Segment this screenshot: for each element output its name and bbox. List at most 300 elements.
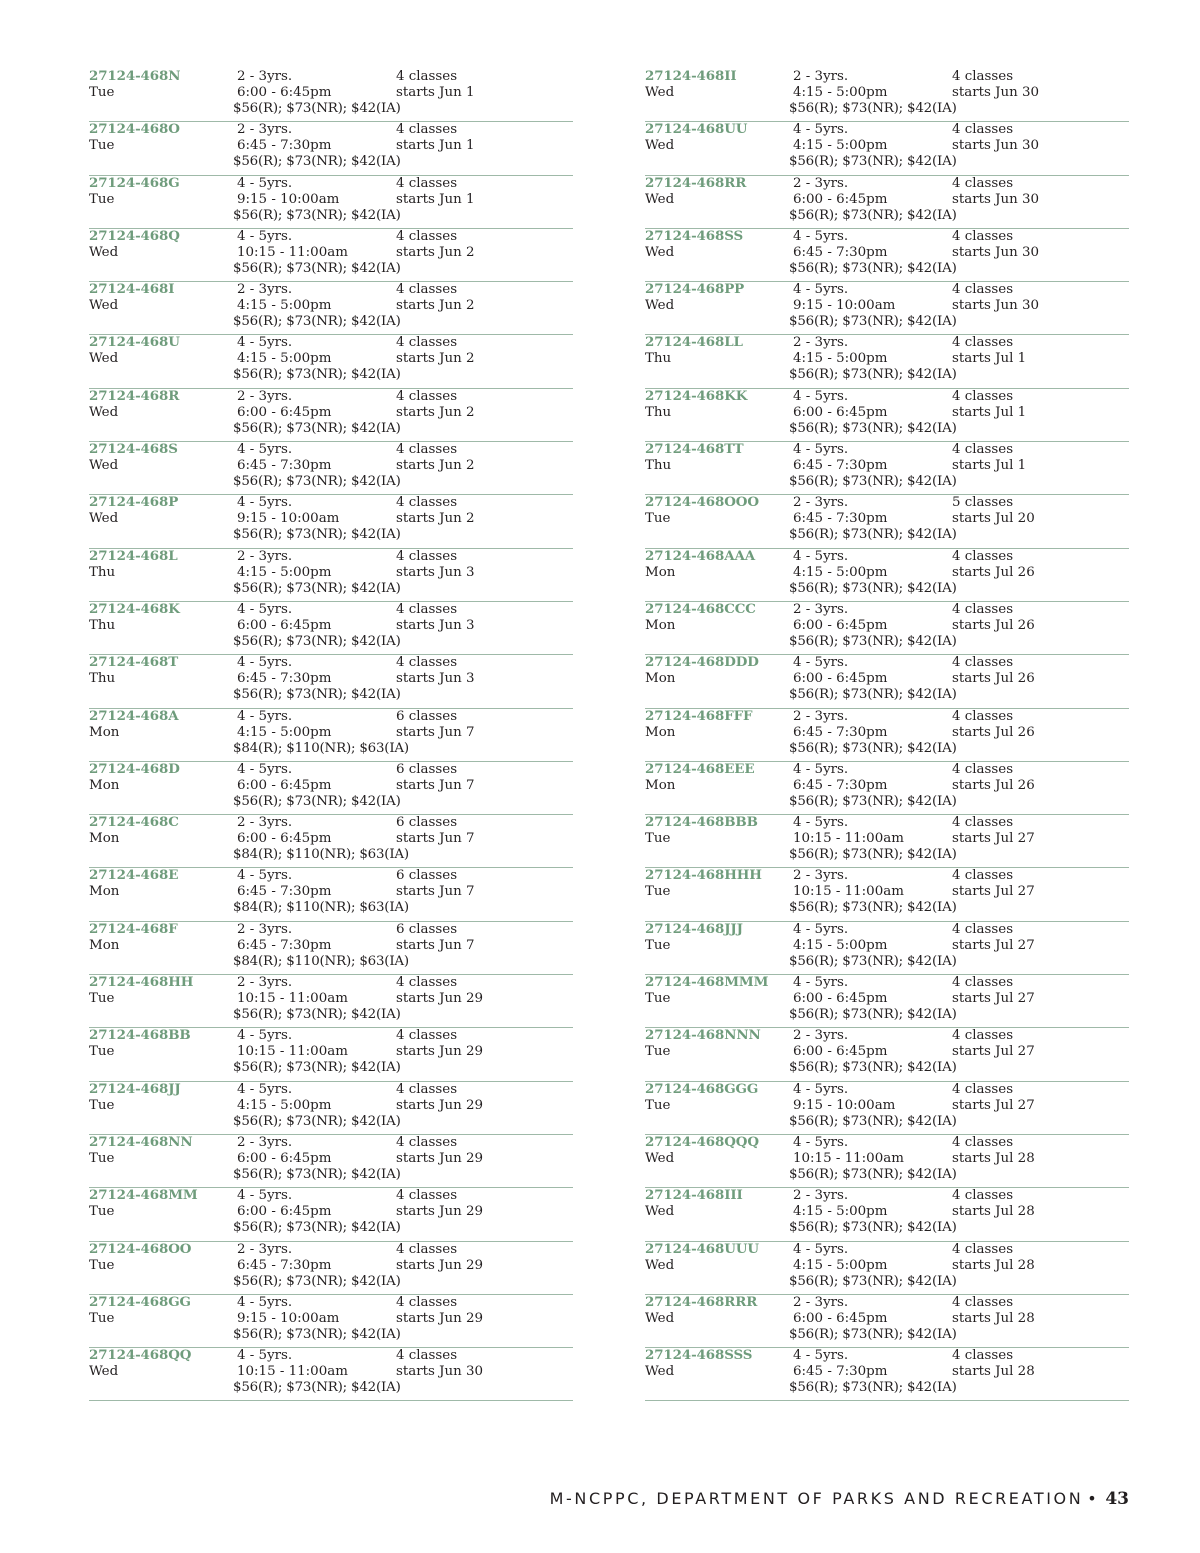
class-code: 27124-468P — [89, 494, 179, 511]
class-code: 27124-468SS — [645, 227, 744, 244]
start-date: starts Jul 1 — [952, 404, 1027, 420]
class-count: 4 classes — [952, 69, 1014, 84]
class-fee: $56(R); $73(NR); $42(IA) — [789, 1220, 957, 1236]
class-code: 27124-468PP — [645, 281, 745, 298]
class-day: Wed — [89, 511, 119, 527]
class-listing — [89, 122, 573, 175]
class-day: Mon — [89, 777, 120, 793]
class-day: Thu — [645, 404, 672, 420]
class-code: 27124-468T — [89, 654, 179, 671]
class-listing — [89, 815, 573, 868]
class-listing — [645, 762, 1129, 815]
class-count: 4 classes — [952, 335, 1014, 351]
class-listing — [645, 815, 1129, 868]
class-fee: $56(R); $73(NR); $42(IA) — [233, 687, 401, 703]
start-date: starts Jul 28 — [952, 1364, 1035, 1380]
class-listing — [89, 709, 573, 762]
class-time: 6:45 - 7:30pm — [793, 1364, 888, 1380]
class-day: Tue — [89, 1044, 115, 1060]
start-date: starts Jun 2 — [396, 511, 475, 527]
class-fee: $56(R); $73(NR); $42(IA) — [233, 101, 401, 116]
class-time: 6:45 - 7:30pm — [237, 937, 332, 953]
class-day: Wed — [89, 298, 119, 314]
class-day: Wed — [645, 298, 675, 314]
start-date: starts Jun 30 — [952, 85, 1040, 100]
class-count: 4 classes — [396, 1241, 458, 1257]
class-fee: $84(R); $110(NR); $63(IA) — [233, 900, 409, 916]
class-count: 5 classes — [952, 495, 1014, 511]
class-count: 4 classes — [952, 1028, 1014, 1044]
class-code: 27124-468OOO — [645, 494, 759, 511]
class-count: 4 classes — [396, 1294, 458, 1310]
class-day: Wed — [645, 1364, 675, 1380]
left-column — [89, 69, 573, 1401]
class-fee: $56(R); $73(NR); $42(IA) — [233, 633, 401, 649]
age-range: 4 - 5yrs. — [237, 761, 293, 777]
class-time: 6:45 - 7:30pm — [237, 138, 332, 154]
age-range: 2 - 3yrs. — [793, 495, 849, 511]
class-code: 27124-468NN — [89, 1133, 193, 1150]
class-fee: $56(R); $73(NR); $42(IA) — [233, 1220, 401, 1236]
class-fee: $56(R); $73(NR); $42(IA) — [789, 154, 957, 170]
start-date: starts Jul 27 — [952, 884, 1035, 900]
class-day: Tue — [645, 1044, 671, 1060]
class-listing — [645, 868, 1129, 921]
class-time: 9:15 - 10:00am — [237, 511, 340, 527]
class-fee: $56(R); $73(NR); $42(IA) — [789, 1007, 957, 1023]
class-fee: $56(R); $73(NR); $42(IA) — [233, 1166, 401, 1182]
class-day: Mon — [645, 671, 676, 687]
class-code: 27124-468EEE — [645, 760, 755, 777]
start-date: starts Jun 29 — [396, 1150, 484, 1166]
age-range: 4 - 5yrs. — [793, 122, 849, 138]
class-day: Mon — [645, 724, 676, 740]
class-fee: $56(R); $73(NR); $42(IA) — [789, 1113, 957, 1129]
age-range: 4 - 5yrs. — [793, 761, 849, 777]
class-time: 6:45 - 7:30pm — [793, 511, 888, 527]
class-code: 27124-468SSS — [645, 1347, 753, 1364]
start-date: starts Jul 26 — [952, 564, 1035, 580]
age-range: 2 - 3yrs. — [237, 122, 293, 138]
class-count: 4 classes — [952, 1134, 1014, 1150]
class-fee: $56(R); $73(NR); $42(IA) — [233, 207, 401, 223]
start-date: starts Jul 26 — [952, 777, 1035, 793]
class-time: 6:00 - 6:45pm — [237, 1204, 332, 1220]
class-code: 27124-468MMM — [645, 974, 769, 991]
class-time: 4:15 - 5:00pm — [237, 724, 332, 740]
class-day: Tue — [89, 1097, 115, 1113]
start-date: starts Jul 26 — [952, 617, 1035, 633]
class-time: 4:15 - 5:00pm — [237, 298, 332, 314]
class-time: 6:45 - 7:30pm — [793, 777, 888, 793]
class-time: 6:00 - 6:45pm — [793, 191, 888, 207]
class-count: 4 classes — [396, 1028, 458, 1044]
class-fee: $56(R); $73(NR); $42(IA) — [789, 420, 957, 436]
class-listing — [89, 495, 573, 548]
class-listing — [645, 495, 1129, 548]
class-code: 27124-468RR — [645, 174, 747, 191]
class-listing — [89, 176, 573, 229]
class-count: 6 classes — [396, 921, 458, 937]
age-range: 2 - 3yrs. — [793, 1188, 849, 1204]
class-count: 4 classes — [952, 228, 1014, 244]
class-listing — [645, 1082, 1129, 1135]
class-fee: $56(R); $73(NR); $42(IA) — [233, 314, 401, 330]
class-fee: $56(R); $73(NR); $42(IA) — [789, 367, 957, 383]
class-fee: $56(R); $73(NR); $42(IA) — [233, 1007, 401, 1023]
age-range: 4 - 5yrs. — [237, 1081, 293, 1097]
class-count: 4 classes — [952, 1348, 1014, 1364]
class-code: 27124-468UU — [645, 121, 748, 138]
class-listing — [645, 282, 1129, 335]
class-count: 4 classes — [952, 282, 1014, 298]
class-fee: $56(R); $73(NR); $42(IA) — [789, 633, 957, 649]
class-fee: $56(R); $73(NR); $42(IA) — [789, 101, 957, 116]
class-code: 27124-468E — [89, 867, 179, 884]
class-day: Wed — [89, 404, 119, 420]
class-code: 27124-468JJJ — [645, 920, 743, 937]
class-code: 27124-468LL — [645, 334, 743, 351]
class-day: Thu — [645, 458, 672, 474]
class-time: 6:45 - 7:30pm — [237, 1257, 332, 1273]
class-count: 6 classes — [396, 761, 458, 777]
class-listing — [645, 549, 1129, 602]
class-time: 4:15 - 5:00pm — [793, 1257, 888, 1273]
class-time: 6:00 - 6:45pm — [793, 1310, 888, 1326]
age-range: 4 - 5yrs. — [237, 1348, 293, 1364]
class-day: Wed — [89, 351, 119, 367]
class-listing — [645, 1188, 1129, 1241]
class-code: 27124-468C — [89, 814, 179, 831]
class-fee: $56(R); $73(NR); $42(IA) — [233, 1060, 401, 1076]
age-range: 4 - 5yrs. — [793, 1081, 849, 1097]
class-time: 9:15 - 10:00am — [237, 191, 340, 207]
footer-publisher: M-NCPPC, DEPARTMENT OF PARKS AND RECREATION — [549, 1489, 1084, 1508]
class-code: 27124-468F — [89, 920, 178, 937]
class-time: 6:00 - 6:45pm — [237, 831, 332, 847]
start-date: starts Jun 29 — [396, 1257, 484, 1273]
class-count: 4 classes — [396, 69, 458, 84]
class-time: 6:00 - 6:45pm — [237, 617, 332, 633]
class-time: 4:15 - 5:00pm — [793, 937, 888, 953]
start-date: starts Jul 28 — [952, 1310, 1035, 1326]
start-date: starts Jun 3 — [396, 564, 475, 580]
class-listing — [89, 1242, 573, 1295]
class-day: Wed — [645, 1310, 675, 1326]
class-fee: $56(R); $73(NR); $42(IA) — [233, 154, 401, 170]
start-date: starts Jun 2 — [396, 458, 475, 474]
class-day: Tue — [89, 1257, 115, 1273]
class-fee: $56(R); $73(NR); $42(IA) — [789, 687, 957, 703]
class-day: Wed — [645, 1257, 675, 1273]
class-code: 27124-468K — [89, 600, 180, 617]
class-day: Thu — [89, 564, 116, 580]
start-date: starts Jun 2 — [396, 404, 475, 420]
class-listing — [645, 442, 1129, 495]
start-date: starts Jun 29 — [396, 1097, 484, 1113]
class-day: Thu — [645, 351, 672, 367]
footer-separator: • — [1087, 1489, 1100, 1508]
class-count: 6 classes — [396, 868, 458, 884]
age-range: 4 - 5yrs. — [793, 815, 849, 831]
class-count: 4 classes — [952, 761, 1014, 777]
class-code: 27124-468QQQ — [645, 1133, 759, 1150]
start-date: starts Jun 30 — [396, 1364, 484, 1380]
class-count: 4 classes — [952, 1188, 1014, 1204]
class-count: 4 classes — [952, 122, 1014, 138]
age-range: 2 - 3yrs. — [793, 335, 849, 351]
class-day: Wed — [645, 138, 675, 154]
start-date: starts Jul 1 — [952, 351, 1027, 367]
class-code: 27124-468RRR — [645, 1293, 758, 1310]
class-listing — [645, 709, 1129, 762]
start-date: starts Jun 3 — [396, 671, 475, 687]
start-date: starts Jul 26 — [952, 724, 1035, 740]
class-listing — [89, 1295, 573, 1348]
age-range: 4 - 5yrs. — [793, 1241, 849, 1257]
start-date: starts Jun 2 — [396, 351, 475, 367]
class-count: 4 classes — [396, 1348, 458, 1364]
class-day: Tue — [645, 937, 671, 953]
start-date: starts Jul 20 — [952, 511, 1035, 527]
age-range: 2 - 3yrs. — [237, 388, 293, 404]
age-range: 4 - 5yrs. — [237, 1188, 293, 1204]
age-range: 4 - 5yrs. — [237, 655, 293, 671]
class-time: 4:15 - 5:00pm — [793, 85, 888, 100]
class-day: Mon — [89, 724, 120, 740]
class-fee: $56(R); $73(NR); $42(IA) — [233, 474, 401, 490]
age-range: 2 - 3yrs. — [237, 975, 293, 991]
class-listing — [645, 176, 1129, 229]
class-day: Tue — [89, 991, 115, 1007]
class-time: 4:15 - 5:00pm — [793, 138, 888, 154]
age-range: 4 - 5yrs. — [237, 175, 293, 191]
age-range: 2 - 3yrs. — [237, 1134, 293, 1150]
class-fee: $84(R); $110(NR); $63(IA) — [233, 953, 409, 969]
class-code: 27124-468QQ — [89, 1347, 192, 1364]
class-count: 4 classes — [396, 122, 458, 138]
class-day: Tue — [89, 1310, 115, 1326]
class-day: Tue — [645, 511, 671, 527]
class-time: 6:00 - 6:45pm — [793, 617, 888, 633]
class-day: Tue — [645, 884, 671, 900]
class-fee: $56(R); $73(NR); $42(IA) — [233, 1273, 401, 1289]
class-count: 4 classes — [396, 1188, 458, 1204]
age-range: 4 - 5yrs. — [793, 921, 849, 937]
class-listing — [89, 389, 573, 442]
age-range: 2 - 3yrs. — [793, 175, 849, 191]
class-time: 4:15 - 5:00pm — [793, 351, 888, 367]
class-code: 27124-468BB — [89, 1027, 191, 1044]
class-time: 6:45 - 7:30pm — [793, 244, 888, 260]
class-listing — [645, 975, 1129, 1028]
class-day: Mon — [89, 884, 120, 900]
start-date: starts Jul 27 — [952, 991, 1035, 1007]
class-time: 6:45 - 7:30pm — [793, 724, 888, 740]
class-count: 4 classes — [952, 868, 1014, 884]
page-footer — [550, 1489, 1129, 1509]
class-code: 27124-468L — [89, 547, 178, 564]
class-time: 4:15 - 5:00pm — [237, 351, 332, 367]
age-range: 4 - 5yrs. — [793, 1348, 849, 1364]
class-listing — [89, 69, 573, 122]
class-code: 27124-468II — [645, 68, 737, 84]
class-count: 4 classes — [396, 1081, 458, 1097]
class-fee: $56(R); $73(NR); $42(IA) — [789, 793, 957, 809]
class-count: 4 classes — [396, 282, 458, 298]
class-listing — [89, 975, 573, 1028]
class-count: 4 classes — [396, 601, 458, 617]
start-date: starts Jun 2 — [396, 244, 475, 260]
age-range: 4 - 5yrs. — [793, 388, 849, 404]
class-listing — [645, 602, 1129, 655]
class-fee: $56(R); $73(NR); $42(IA) — [789, 260, 957, 276]
class-listing — [645, 1242, 1129, 1295]
class-time: 10:15 - 11:00am — [237, 1364, 348, 1380]
class-time: 10:15 - 11:00am — [793, 1150, 904, 1166]
start-date: starts Jul 28 — [952, 1150, 1035, 1166]
class-code: 27124-468AAA — [645, 547, 756, 564]
class-time: 6:45 - 7:30pm — [237, 884, 332, 900]
class-listing — [645, 335, 1129, 388]
class-listing — [89, 922, 573, 975]
class-fee: $56(R); $73(NR); $42(IA) — [233, 420, 401, 436]
class-count: 4 classes — [396, 655, 458, 671]
start-date: starts Jun 7 — [396, 831, 475, 847]
class-day: Tue — [645, 831, 671, 847]
start-date: starts Jul 27 — [952, 937, 1035, 953]
class-listing — [89, 655, 573, 708]
age-range: 4 - 5yrs. — [793, 442, 849, 458]
age-range: 4 - 5yrs. — [237, 708, 293, 724]
class-day: Mon — [645, 777, 676, 793]
class-count: 4 classes — [952, 175, 1014, 191]
age-range: 4 - 5yrs. — [237, 495, 293, 511]
class-count: 4 classes — [952, 548, 1014, 564]
class-day: Mon — [645, 564, 676, 580]
class-listing — [89, 1028, 573, 1081]
age-range: 2 - 3yrs. — [793, 708, 849, 724]
age-range: 4 - 5yrs. — [237, 868, 293, 884]
class-day: Tue — [645, 1097, 671, 1113]
age-range: 4 - 5yrs. — [793, 655, 849, 671]
class-time: 4:15 - 5:00pm — [237, 564, 332, 580]
class-fee: $56(R); $73(NR); $42(IA) — [233, 527, 401, 543]
age-range: 2 - 3yrs. — [237, 548, 293, 564]
class-code: 27124-468A — [89, 707, 179, 724]
age-range: 4 - 5yrs. — [237, 335, 293, 351]
right-column — [645, 69, 1129, 1401]
class-code: 27124-468KK — [645, 387, 748, 404]
class-time: 10:15 - 11:00am — [237, 991, 348, 1007]
age-range: 2 - 3yrs. — [237, 921, 293, 937]
age-range: 4 - 5yrs. — [237, 1028, 293, 1044]
class-day: Mon — [89, 937, 120, 953]
class-time: 6:00 - 6:45pm — [793, 671, 888, 687]
class-code: 27124-468TT — [645, 441, 744, 458]
class-listing — [645, 1028, 1129, 1081]
class-code: 27124-468D — [89, 760, 180, 777]
class-count: 4 classes — [952, 1294, 1014, 1310]
class-fee: $84(R); $110(NR); $63(IA) — [233, 740, 409, 756]
class-day: Tue — [89, 1150, 115, 1166]
start-date: starts Jul 28 — [952, 1204, 1035, 1220]
class-count: 4 classes — [952, 1081, 1014, 1097]
class-code: 27124-468UUU — [645, 1240, 759, 1257]
class-fee: $56(R); $73(NR); $42(IA) — [789, 314, 957, 330]
class-day: Wed — [645, 1204, 675, 1220]
class-count: 4 classes — [396, 1134, 458, 1150]
class-code: 27124-468JJ — [89, 1080, 181, 1097]
class-listing — [645, 1348, 1129, 1401]
class-count: 4 classes — [952, 601, 1014, 617]
start-date: starts Jul 1 — [952, 458, 1027, 474]
class-fee: $56(R); $73(NR); $42(IA) — [233, 1326, 401, 1342]
class-day: Wed — [645, 1150, 675, 1166]
class-day: Thu — [89, 617, 116, 633]
class-listing — [645, 229, 1129, 282]
start-date: starts Jun 1 — [396, 138, 475, 154]
age-range: 2 - 3yrs. — [237, 815, 293, 831]
start-date: starts Jun 7 — [396, 937, 475, 953]
class-time: 9:15 - 10:00am — [793, 298, 896, 314]
class-count: 6 classes — [396, 708, 458, 724]
class-time: 6:45 - 7:30pm — [237, 671, 332, 687]
start-date: starts Jun 30 — [952, 298, 1040, 314]
class-time: 10:15 - 11:00am — [237, 1044, 348, 1060]
start-date: starts Jun 3 — [396, 617, 475, 633]
class-time: 6:00 - 6:45pm — [237, 1150, 332, 1166]
class-day: Wed — [89, 1364, 119, 1380]
class-day: Tue — [89, 138, 115, 154]
class-listing — [645, 1135, 1129, 1188]
class-time: 9:15 - 10:00am — [237, 1310, 340, 1326]
class-code: 27124-468III — [645, 1187, 743, 1204]
class-code: 27124-468HH — [89, 974, 194, 991]
age-range: 4 - 5yrs. — [793, 228, 849, 244]
class-time: 6:00 - 6:45pm — [793, 404, 888, 420]
class-time: 4:15 - 5:00pm — [793, 1204, 888, 1220]
class-time: 6:00 - 6:45pm — [237, 777, 332, 793]
class-count: 4 classes — [396, 175, 458, 191]
class-code: 27124-468S — [89, 441, 178, 458]
start-date: starts Jun 1 — [396, 85, 475, 100]
class-code: 27124-468GG — [89, 1293, 191, 1310]
class-fee: $56(R); $73(NR); $42(IA) — [789, 740, 957, 756]
class-time: 10:15 - 11:00am — [793, 884, 904, 900]
class-count: 4 classes — [952, 975, 1014, 991]
start-date: starts Jul 26 — [952, 671, 1035, 687]
class-count: 4 classes — [952, 442, 1014, 458]
class-count: 4 classes — [952, 655, 1014, 671]
class-code: 27124-468I — [89, 281, 175, 298]
age-range: 4 - 5yrs. — [793, 548, 849, 564]
class-listing — [89, 229, 573, 282]
class-day: Tue — [89, 191, 115, 207]
start-date: starts Jul 27 — [952, 1044, 1035, 1060]
class-count: 4 classes — [396, 975, 458, 991]
class-count: 4 classes — [396, 548, 458, 564]
age-range: 4 - 5yrs. — [237, 601, 293, 617]
class-time: 10:15 - 11:00am — [793, 831, 904, 847]
age-range: 2 - 3yrs. — [793, 1028, 849, 1044]
class-listing — [89, 762, 573, 815]
age-range: 4 - 5yrs. — [793, 282, 849, 298]
age-range: 2 - 3yrs. — [793, 69, 849, 84]
age-range: 2 - 3yrs. — [793, 601, 849, 617]
class-time: 6:45 - 7:30pm — [793, 458, 888, 474]
class-code: 27124-468OO — [89, 1240, 192, 1257]
